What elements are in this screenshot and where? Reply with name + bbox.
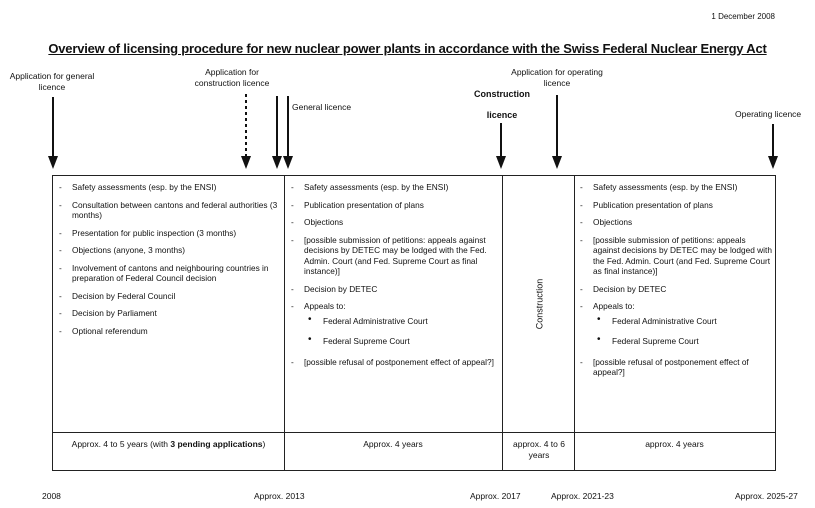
milestone-construction-licence-label: Construction licence [474, 89, 530, 120]
phase3-duration: approx. 4 years [645, 439, 704, 449]
row-divider [53, 432, 775, 433]
duration-text: ) [262, 439, 266, 449]
duration-text: Approx. 4 to 5 years (with [71, 439, 171, 449]
list-item: - Publication presentation of plans [578, 200, 772, 211]
list-item: - Publication presentation of plans [289, 200, 499, 211]
list-item: - Decision by DETEC [578, 284, 772, 295]
list-item: - Decision by Parliament [57, 308, 279, 319]
list-item: - Objections (anyone, 3 months) [57, 245, 279, 256]
timeline-year: 2008 [42, 491, 61, 501]
list-item: - Presentation for public inspection (3 months) [57, 228, 279, 239]
court-item: • Federal Administrative Court [289, 316, 499, 327]
duration-emphasis: 3 pending applications [170, 439, 263, 449]
list-item: - Decision by DETEC [289, 284, 499, 295]
court-item: • Federal Administrative Court [578, 316, 772, 327]
list-item: - Safety assessments (esp. by the ENSI) [578, 182, 772, 193]
list-item: - Consultation between cantons and federal authorities (3 months) [57, 200, 279, 221]
construction-label: Construction [534, 278, 545, 330]
milestone-operating-licence-label: Operating licence [735, 109, 802, 119]
construction-phase [504, 176, 575, 432]
court-item: • Federal Supreme Court [289, 336, 499, 347]
phase2-duration: Approx. 4 years [363, 439, 423, 449]
list-item [289, 301, 499, 347]
milestone-construction-application-label: Application for construction licence [194, 67, 270, 88]
phase2-column [289, 182, 499, 374]
list-item: - Involvement of cantons and neighbouring countries in preparation of Federal Council decision [57, 263, 279, 284]
list-item: - Safety assessments (esp. by the ENSI) [289, 182, 499, 193]
list-item: - Objections [289, 217, 499, 228]
list-item: - Safety assessments (esp. by the ENSI) [57, 182, 279, 193]
timeline-year: Approx. 2013 [254, 491, 305, 501]
list-item [578, 301, 772, 347]
list-item: - Decision by Federal Council [57, 291, 279, 302]
phase3-column [578, 182, 772, 385]
milestone-general-application-label: Application for general licence [9, 71, 95, 92]
list-item: - Optional referendum [57, 326, 279, 337]
list-item: - [possible refusal of postponement effect of appeal?] [578, 357, 772, 378]
milestone-operating-application-label: Application for operating licence [511, 67, 603, 88]
column-divider [502, 176, 503, 470]
column-divider [284, 176, 285, 470]
list-item: - [possible refusal of postponement effect of appeal?] [289, 357, 499, 368]
timeline-year: Approx. 2017 [470, 491, 521, 501]
construction-duration: approx. 4 to 6 years [513, 439, 565, 460]
document-date: 1 December 2008 [711, 12, 775, 21]
phase1-duration [53, 439, 284, 450]
list-item: - Objections [578, 217, 772, 228]
procedure-table [52, 175, 776, 471]
appeals-label: Appeals to: [304, 301, 346, 311]
milestone-general-licence-label: General licence [292, 102, 352, 112]
appeals-label: Appeals to: [593, 301, 635, 311]
timeline-year: Approx. 2025-27 [735, 491, 798, 501]
court-item: • Federal Supreme Court [578, 336, 772, 347]
list-item: - [possible submission of petitions: appeals against decisions by DETEC may be lodged with the Fed. Admin. Court (and Fed. Supreme Court as final instance)] [289, 235, 499, 277]
timeline-year: Approx. 2021-23 [551, 491, 614, 501]
list-item: - [possible submission of petitions: appeals against decisions by DETEC may be lodged with the Fed. Admin. Court (and Fed. Supreme Court as final instance)] [578, 235, 772, 277]
phase1-column [57, 182, 279, 343]
page-title: Overview of licensing procedure for new nuclear power plants in accordance with the Swiss Federal Nuclear Energy Act [48, 41, 767, 56]
